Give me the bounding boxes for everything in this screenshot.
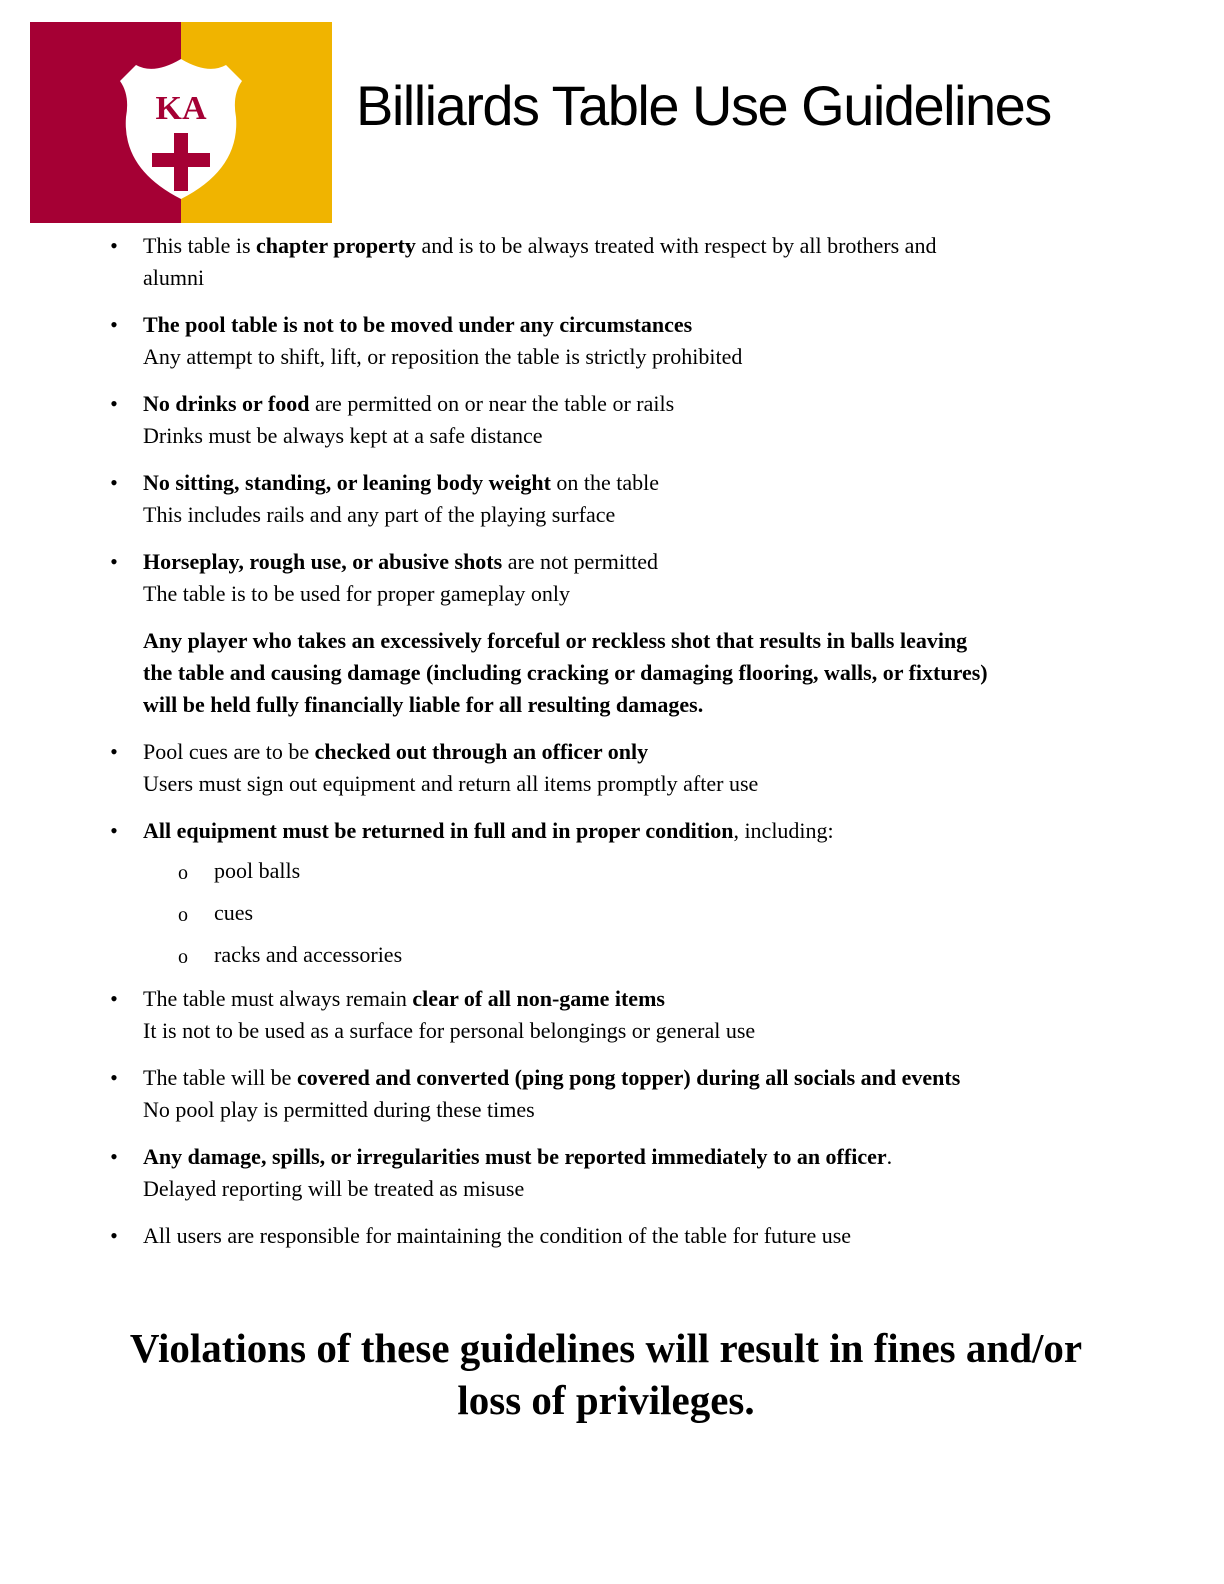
list-item: • The table will be covered and converted (ping pong topper) during all socials and events No pool play is permitted during these times xyxy=(108,1062,1068,1126)
bullet-icon: • xyxy=(110,470,118,495)
bullet-icon: • xyxy=(110,1223,118,1248)
violations-notice: Violations of these guidelines will result in fines and/or loss of privileges. xyxy=(129,1325,1083,1423)
page-title: Billiards Table Use Guidelines xyxy=(356,74,1051,137)
list-item: • All users are responsible for maintaining the condition of the table for future use xyxy=(108,1220,1068,1252)
list-item: • No drinks or food are permitted on or near the table or rails Drinks must be always kept at a safe distance xyxy=(108,388,1068,452)
list-item: • All equipment must be returned in full and in proper condition, including: xyxy=(108,815,1068,847)
bullet-icon: • xyxy=(110,391,118,416)
circle-bullet-icon: o xyxy=(178,862,188,884)
guidelines-list xyxy=(108,230,1068,1267)
list-item: • No sitting, standing, or leaning body weight on the table This includes rails and any part of the playing surface xyxy=(108,467,1068,531)
bullet-icon: • xyxy=(110,739,118,764)
cross-horizontal xyxy=(152,153,210,167)
shield-icon xyxy=(116,57,246,202)
list-item: • Pool cues are to be checked out through an officer only Users must sign out equipment and return all items promptly after use xyxy=(108,736,1068,800)
bullet-icon: • xyxy=(110,549,118,574)
list-item: • The pool table is not to be moved under any circumstances Any attempt to shift, lift, or reposition the table is strictly prohibited xyxy=(108,309,1068,373)
list-item: • This table is chapter property and is to be always treated with respect by all brothers and alumni xyxy=(108,230,1068,294)
bullet-icon: • xyxy=(110,986,118,1011)
bullet-icon: • xyxy=(110,1065,118,1090)
bullet-icon: • xyxy=(110,818,118,843)
list-item: • Horseplay, rough use, or abusive shots are not permitted The table is to be used for proper gameplay only xyxy=(108,546,1068,610)
bullet-icon: • xyxy=(110,233,118,258)
logo-letters: KA xyxy=(155,90,207,127)
liability-warning: Any player who takes an excessively forceful or reckless shot that results in balls leaving the table and causing damage (including cracking or damaging flooring, walls, or fixtures) will be held fully financially liable for all resulting damages. xyxy=(143,628,988,717)
circle-bullet-icon: o xyxy=(178,946,188,968)
sub-list-item: o pool balls xyxy=(108,855,1068,887)
list-item: • Any damage, spills, or irregularities must be reported immediately to an officer. Delayed reporting will be treated as misuse xyxy=(108,1141,1068,1205)
bullet-icon: • xyxy=(110,312,118,337)
logo xyxy=(30,22,332,223)
list-item: • The table must always remain clear of all non-game items It is not to be used as a surface for personal belongings or general use xyxy=(108,983,1068,1047)
sub-list-item: o racks and accessories xyxy=(108,939,1068,971)
sub-list-item: o cues xyxy=(108,897,1068,929)
bullet-icon: • xyxy=(110,1144,118,1169)
circle-bullet-icon: o xyxy=(178,904,188,926)
